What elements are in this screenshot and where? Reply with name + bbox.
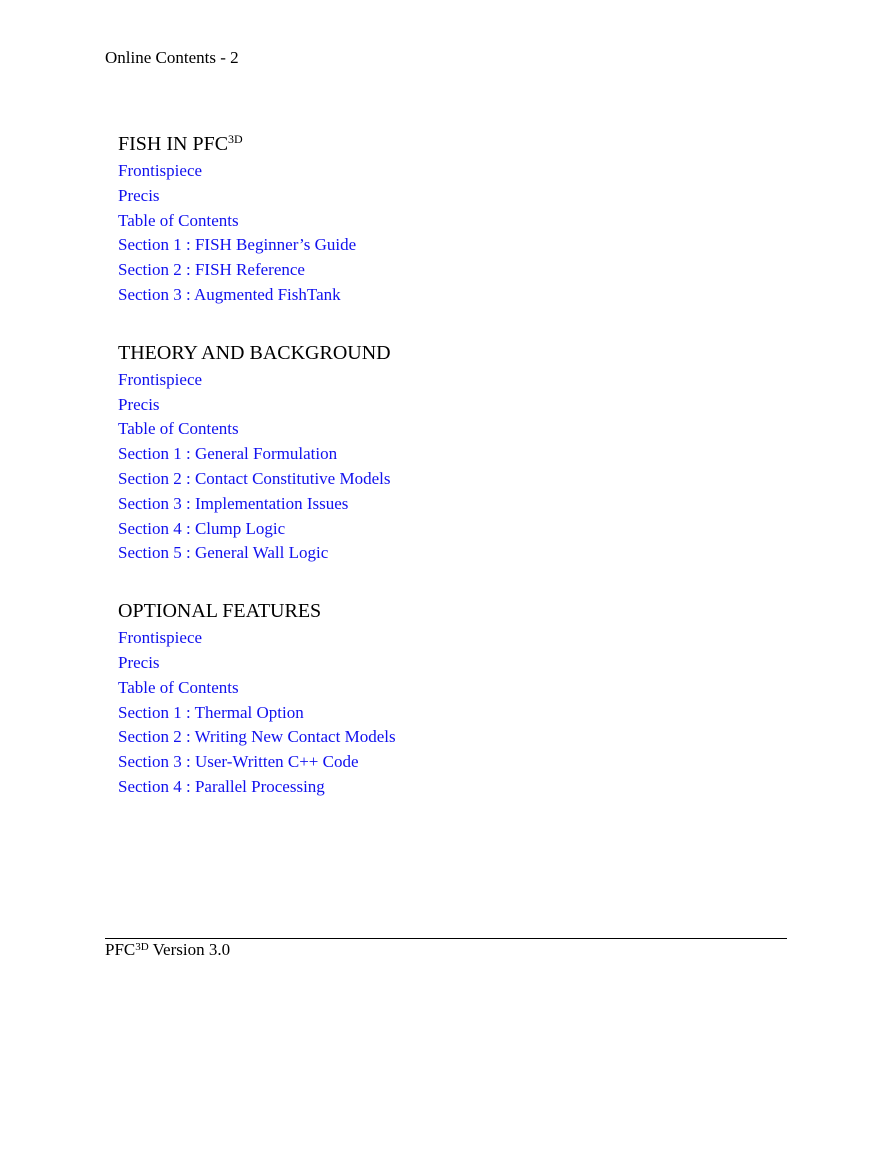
link-section-4[interactable]: Section 4 : Parallel Processing [118, 776, 325, 796]
list-item [118, 258, 718, 283]
list-item [118, 442, 718, 467]
list-item [118, 283, 718, 308]
section-heading [118, 598, 718, 624]
list-item [118, 393, 718, 418]
footer-product-superscript: 3D [135, 941, 149, 953]
link-list [118, 626, 718, 800]
list-item [118, 517, 718, 542]
list-item [118, 233, 718, 258]
link-section-1[interactable]: Section 1 : General Formulation [118, 444, 338, 464]
link-section-3[interactable]: Section 3 : User-Written C++ Code [118, 752, 359, 772]
list-item [118, 159, 718, 184]
link-section-1[interactable]: Section 1 : Thermal Option [118, 702, 304, 722]
section-fish-in-pfc3d [118, 131, 718, 308]
section-heading [118, 340, 718, 366]
list-item [118, 626, 718, 651]
page-header: Online Contents - 2 [105, 48, 239, 67]
link-list [118, 368, 718, 566]
list-item [118, 368, 718, 393]
link-frontispiece[interactable]: Frontispiece [118, 161, 203, 180]
link-section-4[interactable]: Section 4 : Clump Logic [118, 518, 286, 538]
link-section-3[interactable]: Section 3 : Implementation Issues [118, 493, 349, 513]
link-precis[interactable]: Precis [118, 394, 160, 414]
list-item [118, 750, 718, 775]
section-title-superscript: 3D [228, 132, 243, 146]
list-item [118, 725, 718, 750]
online-contents [118, 131, 718, 800]
link-precis[interactable]: Precis [118, 185, 160, 205]
link-list [118, 159, 718, 308]
link-table-of-contents[interactable]: Table of Contents [118, 210, 239, 230]
section-title: FISH IN PFC [118, 133, 229, 155]
footer-version: Version 3.0 [148, 940, 231, 959]
section-title: OPTIONAL FEATURES [118, 600, 322, 623]
section-title: THEORY AND BACKGROUND [118, 341, 391, 364]
link-section-2[interactable]: Section 2 : Writing New Contact Models [118, 727, 396, 747]
footer-rule [105, 938, 787, 939]
link-section-2[interactable]: Section 2 : FISH Reference [118, 260, 305, 280]
list-item [118, 184, 718, 209]
link-frontispiece[interactable]: Frontispiece [118, 628, 203, 648]
list-item [118, 467, 718, 492]
link-precis[interactable]: Precis [118, 652, 160, 672]
list-item [118, 701, 718, 726]
list-item [118, 775, 718, 800]
list-item [118, 417, 718, 442]
section-theory-and-background [118, 340, 718, 566]
link-section-2[interactable]: Section 2 : Contact Constitutive Models [118, 468, 391, 488]
section-optional-features [118, 598, 718, 800]
list-item [118, 209, 718, 234]
link-frontispiece[interactable]: Frontispiece [118, 369, 203, 389]
list-item [118, 492, 718, 517]
section-heading [118, 131, 718, 157]
link-table-of-contents[interactable]: Table of Contents [118, 419, 239, 439]
footer-product: PFC [105, 940, 136, 959]
list-item [118, 676, 718, 701]
link-section-5[interactable]: Section 5 : General Wall Logic [118, 543, 329, 563]
page-footer [105, 940, 230, 960]
link-section-1[interactable]: Section 1 : FISH Beginner’s Guide [118, 235, 357, 255]
list-item [118, 651, 718, 676]
link-table-of-contents[interactable]: Table of Contents [118, 677, 239, 697]
list-item [118, 541, 718, 566]
link-section-3[interactable]: Section 3 : Augmented FishTank [118, 284, 341, 304]
